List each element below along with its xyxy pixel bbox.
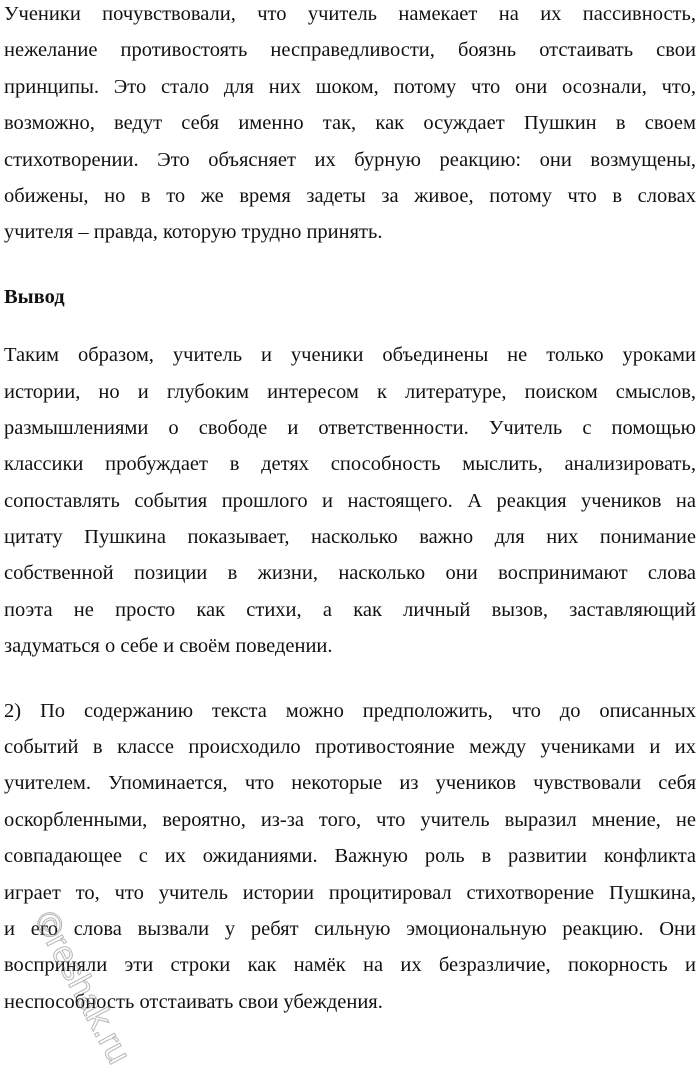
text-line: возможно, ведут себя именно так, как осуждает Пушкин в своем (4, 112, 696, 135)
text-line: играет то, что учитель истории процитировал стихотворение Пушкина, (4, 881, 696, 904)
section-heading-conclusion: Вывод (4, 285, 65, 308)
paragraph-answer-2 (4, 693, 696, 1021)
text-line: сопоставлять события прошлого и настоящего. А реакция учеников на (4, 489, 696, 512)
paragraph-students-reaction (4, 0, 696, 251)
text-line: учителя – правда, которую трудно принять. (4, 221, 383, 244)
text-line: Таким образом, учитель и ученики объединены не только уроками (4, 344, 696, 367)
text-line: размышлениями о свободе и ответственности. Учитель с помощью (4, 416, 696, 439)
text-line: и его слова вызвали у ребят сильную эмоциональную реакцию. Они (4, 917, 696, 940)
text-line: 2) По содержанию текста можно предположить, что до описанных (4, 699, 696, 722)
text-line: поэта не просто как стихи, а как личный вызов, заставляющий (4, 598, 696, 621)
text-line: собственной позиции в жизни, насколько они воспринимают слова (4, 562, 696, 585)
text-line: совпадающее с их ожиданиями. Важную роль в развитии конфликта (4, 845, 696, 868)
text-line: принципы. Это стало для них шоком, потому что они осознали, что, (4, 75, 696, 98)
text-line: восприняли эти строки как намёк на их безразличие, покорность и (4, 954, 696, 977)
text-line: событий в классе происходило противостояние между учениками и их (4, 736, 696, 759)
text-line: задуматься о себе и своём поведении. (4, 635, 333, 658)
text-line: классики пробуждает в детях способность мыслить, анализировать, (4, 453, 696, 476)
text-line: Ученики почувствовали, что учитель намекает на их пассивность, (4, 3, 696, 25)
paragraph-conclusion (4, 337, 696, 665)
text-line: истории, но и глубоким интересом к литературе, поиском смыслов, (4, 380, 696, 403)
text-line: оскорбленными, вероятно, из-за того, что учитель выразил мнение, не (4, 808, 696, 831)
document-body (4, 0, 696, 1048)
text-line: обижены, но в то же время задеты за живое, потому что в словах (4, 184, 696, 207)
text-line: стихотворении. Это объясняет их бурную реакцию: они возмущены, (4, 148, 696, 171)
watermark-logo: ©reshak.ru (26, 905, 139, 1071)
text-line: цитату Пушкина показывает, насколько важно для них понимание (4, 526, 696, 549)
text-line: нежелание противостоять несправедливости, боязнь отстаивать свои (4, 39, 696, 62)
text-line: неспособность отстаивать свои убеждения. (4, 990, 383, 1013)
text-line: учителем. Упоминается, что некоторые из учеников чувствовали себя (4, 772, 696, 795)
